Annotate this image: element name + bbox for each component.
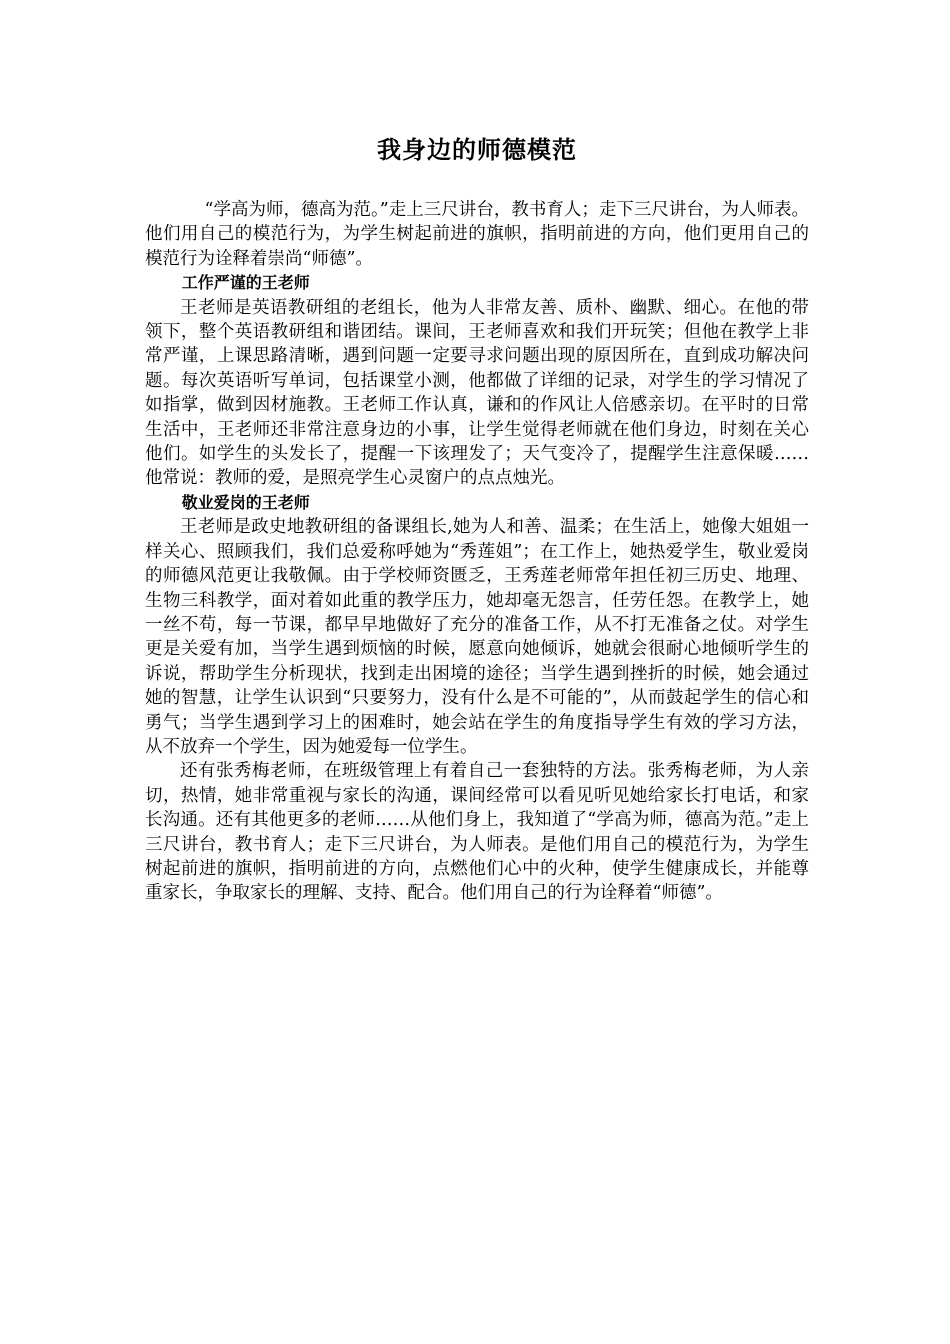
section-heading-wang-english: 工作严谨的王老师 — [181, 273, 310, 293]
document-title: 我身边的师德模范 — [377, 136, 577, 164]
section-body-wang-english: 王老师是英语教研组的老组长，他为人非常友善、质朴、幽默、细心。在他的带领下，整个英语教研组和谐团结。课间，王老师喜欢和我们开玩笑；但他在教学上非常严谨，上课思路清晰，遇到问题一定要寻求问题出现的原因所在，直到成功解决问题。每次英语听写单词，包括课堂小测，他都做了详细的记录，对学生的学习情况了如指掌，做到因材施教。王老师工作认真，谦和的作风让人倍感亲切。在平时的日常生活中，王老师还非常注意身边的小事，让学生觉得老师就在他们身边，时刻在关心他们。如学生的头发长了，提醒一下该理发了；天气变冷了，提醒学生注意保暖……他常说：教师的爱，是照亮学生心灵窗户的点点烛光。 — [145, 297, 809, 489]
closing-paragraph: 还有张秀梅老师，在班级管理上有着自己一套独特的方法。张秀梅老师，为人亲切，热情，她非常重视与家长的沟通，课间经常可以看见听见她给家长打电话，和家长沟通。还有其他更多的老师……从他们身上，我知道了“学高为师，德高为范。”走上三尺讲台，教书育人；走下三尺讲台，为人师表。是他们用自己的模范行为，为学生树起前进的旗帜，指明前进的方向，点燃他们心中的火种，使学生健康成长，并能尊重家长，争取家长的理解、支持、配合。他们用自己的行为诠释着“师德”。 — [145, 761, 809, 904]
intro-paragraph: “学高为师，德高为范。”走上三尺讲台，教书育人；走下三尺讲台，为人师表。他们用自己的模范行为，为学生树起前进的旗帜，指明前进的方向，他们更用自己的模范行为诠释着崇尚“师德”。 — [145, 200, 809, 269]
section-body-wang-history: 王老师是政史地教研组的备课组长,她为人和善、温柔；在生活上，她像大姐姐一样关心、照顾我们，我们总爱称呼她为“秀莲姐”；在工作上，她热爱学生，敬业爱岗的师德风范更让我敬佩。由于学校师资匮乏，王秀莲老师常年担任初三历史、地理、生物三科教学，面对着如此重的教学压力，她却毫无怨言，任劳任怨。在教学上，她一丝不苟，每一节课，都早早地做好了充分的准备工作，从不打无准备之仗。对学生更是关爱有加，当学生遇到烦恼的时候，愿意向她倾诉，她就会很耐心地倾听学生的诉说，帮助学生分析现状，找到走出困境的途径；当学生遇到挫折的时候，她会通过她的智慧，让学生认识到“只要努力，没有什么是不可能的”，从而鼓起学生的信心和勇气；当学生遇到学习上的困难时，她会站在学生的角度指导学生有效的学习方法，从不放弃一个学生，因为她爱每一位学生。 — [145, 517, 809, 757]
section-heading-wang-history: 敬业爱岗的王老师 — [181, 492, 310, 512]
document-page — [145, 128, 809, 906]
